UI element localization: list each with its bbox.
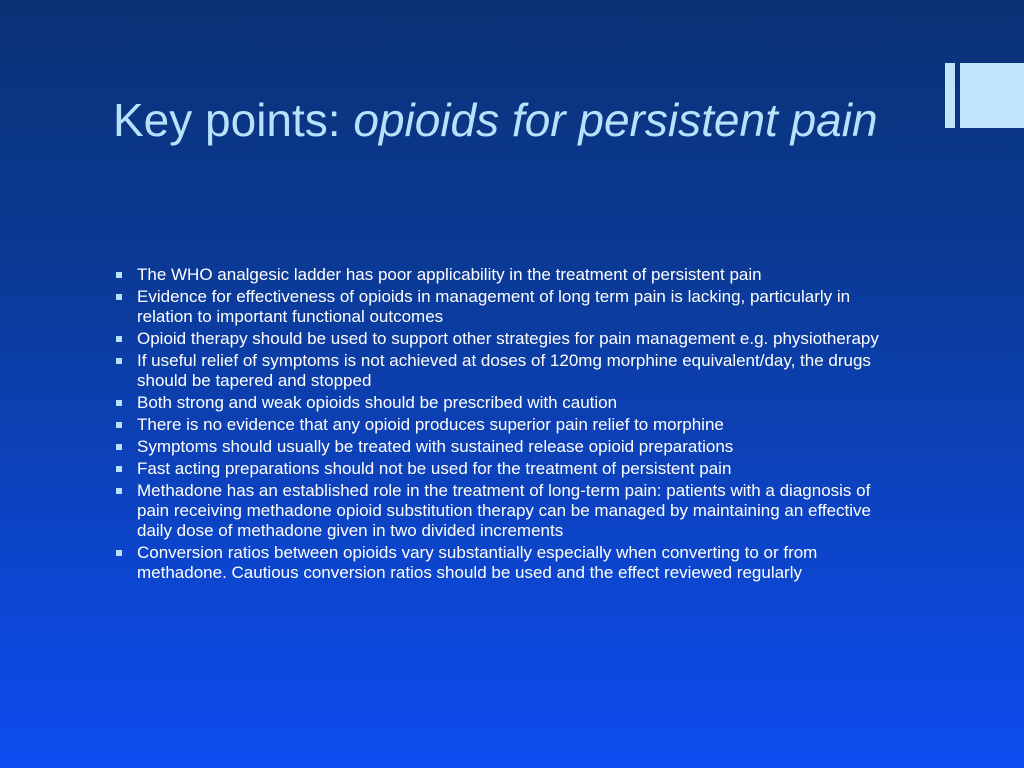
- square-bullet-icon: [116, 444, 122, 450]
- bullet-item: [113, 351, 903, 391]
- square-bullet-icon: [116, 358, 122, 364]
- bullet-item: [113, 481, 903, 541]
- square-bullet-icon: [116, 422, 122, 428]
- bullet-text: The WHO analgesic ladder has poor applicability in the treatment of persistent pain: [137, 265, 762, 284]
- bullet-text: Symptoms should usually be treated with sustained release opioid preparations: [137, 437, 734, 456]
- bullet-item: [113, 265, 903, 285]
- square-bullet-icon: [116, 466, 122, 472]
- bullet-item: [113, 415, 903, 435]
- bullet-item: [113, 543, 903, 583]
- bullet-text: Evidence for effectiveness of opioids in management of long term pain is lacking, particularly in relation to important functional outcomes: [137, 287, 851, 326]
- slide-title: [113, 92, 913, 148]
- bullet-text: If useful relief of symptoms is not achieved at doses of 120mg morphine equivalent/day, the drugs should be tapered and stopped: [137, 351, 871, 390]
- square-bullet-icon: [116, 550, 122, 556]
- decorative-square: [960, 63, 1024, 128]
- bullet-item: [113, 329, 903, 349]
- square-bullet-icon: [116, 488, 122, 494]
- title-plain: Key points:: [113, 94, 354, 146]
- decorative-bar: [945, 63, 955, 128]
- bullet-list: [113, 265, 903, 585]
- bullet-item: [113, 287, 903, 327]
- title-italic: opioids for persistent pain: [353, 94, 878, 146]
- bullet-text: Conversion ratios between opioids vary substantially especially when converting to or from methadone. Cautious conversion ratios should be used and the effect reviewed regularly: [137, 543, 818, 582]
- bullet-item: [113, 459, 903, 479]
- bullet-text: Methadone has an established role in the treatment of long-term pain: patients with a diagnosis of pain receiving methadone opioid substitution therapy can be managed by maintaining an effective daily dose of methadone given in two divided increments: [137, 481, 872, 540]
- square-bullet-icon: [116, 336, 122, 342]
- bullet-item: [113, 437, 903, 457]
- bullet-text: Both strong and weak opioids should be prescribed with caution: [137, 393, 618, 412]
- square-bullet-icon: [116, 294, 122, 300]
- bullet-text: Opioid therapy should be used to support other strategies for pain management e.g. physiotherapy: [137, 329, 879, 348]
- bullet-item: [113, 393, 903, 413]
- square-bullet-icon: [116, 272, 122, 278]
- square-bullet-icon: [116, 400, 122, 406]
- bullet-text: There is no evidence that any opioid produces superior pain relief to morphine: [137, 415, 724, 434]
- bullet-text: Fast acting preparations should not be used for the treatment of persistent pain: [137, 459, 732, 478]
